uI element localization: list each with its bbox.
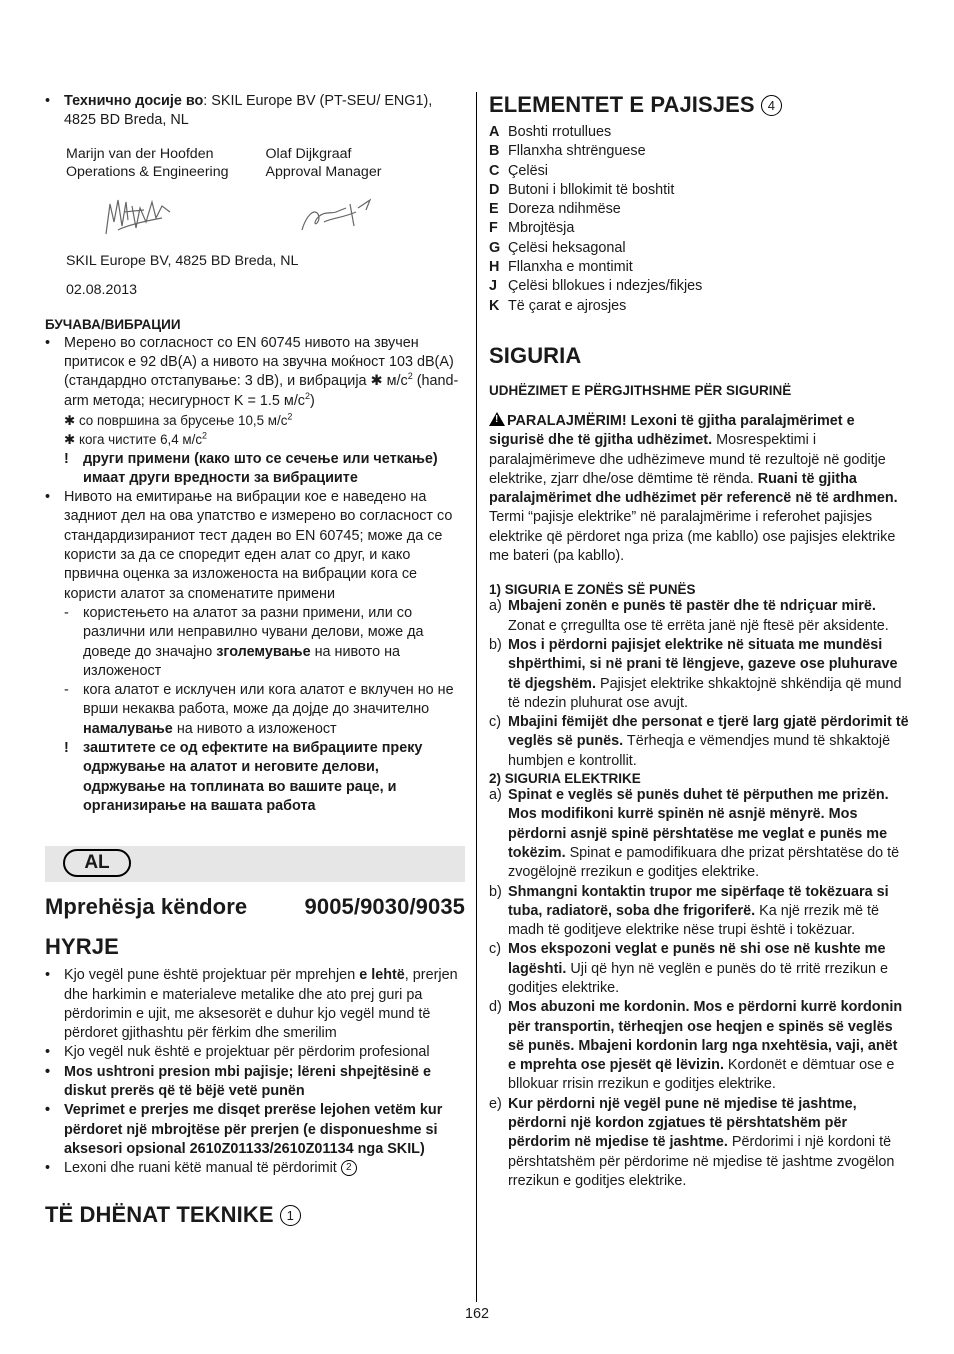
- element-item: [489, 162, 909, 181]
- element-item: [489, 200, 909, 219]
- instruction-bold: Kur përdorni një vegël pune në mjedise të jashtme, përdorni një kordon zgjatues të përshtatshëm për përdorim në mjedise të jashtme.: [508, 1095, 857, 1151]
- element-key: D: [489, 181, 500, 198]
- element-label: Fllanxha shtrënguese: [508, 143, 646, 160]
- instruction-bold: Mos ekspozoni veglat e punës në shi ose në kushte me lagështi.: [508, 941, 886, 977]
- left-column: [45, 92, 465, 1228]
- noise-note-text: заштитете се од ефектите на вибрациите преку одржување на алатот и неговите делови, одржување на топлината во вашите раце, и организирање на вашата работа: [83, 740, 423, 814]
- electrical-item: [489, 940, 909, 998]
- element-key: F: [489, 220, 498, 237]
- signatories: [45, 145, 465, 183]
- intro-text: Veprimet e prerjes me disqet prerëse lejohen vetëm kur përdoret një mbrojtëse për prerjen (e disponueshme si aksesori opsional 2610Z01133/2610Z01134 nga SKIL): [64, 1102, 443, 1157]
- instruction-bold: Shmangni kontaktin trupor me sipërfaqe të tokëzuara si tuba, radiatorë, soba dhe frigoriferë.: [508, 883, 889, 919]
- figure-ref: 4: [761, 95, 782, 116]
- dash: -: [64, 604, 69, 621]
- safety-heading: SIGURIA: [489, 342, 582, 368]
- electrical-list: [489, 786, 909, 1191]
- signatory-2-name: Olaf Dijkgraaf: [265, 145, 352, 162]
- signature-images: [66, 182, 486, 252]
- figure-ref: 2: [341, 1160, 357, 1176]
- work-area-list: [489, 597, 909, 771]
- intro-item-2: [45, 1043, 465, 1062]
- instruction-text: Spinat e pamodifikuara dhe prizat përshtatëse do të zvogëlojnë rrezikun e goditjes elektrike.: [508, 844, 900, 881]
- noise-text: (hand-arm метода; несигурност K = 1.5 м/с: [64, 373, 459, 409]
- element-label: Çelësi: [508, 162, 548, 179]
- right-column: [489, 92, 909, 1191]
- instruction-bold: Mbajeni zonën e punës të pastër dhe të ndriçuar mirë.: [508, 598, 876, 615]
- electrical-item: [489, 1095, 909, 1191]
- general-warning: [489, 412, 909, 566]
- instruction-text: Përdorimi i një kordoni të përshtatshëm për përdorime në mjedise të jashtme zvogëlon rrezikun e goditjes elektrike.: [508, 1134, 895, 1189]
- list-marker: e): [489, 1095, 502, 1112]
- noise-text: Нивото на емитирање на вибрации кое е наведено на задниот дел на ова упатство е измерено во согласност со стандардизираниот тест даден во EN 60745; може да се користи за да се споредит еден алат со друг, и како првична оценка за изложеноста на вибрации кога се користи алатот за споменатите примени: [64, 489, 453, 602]
- noise-sub-2: [45, 681, 465, 739]
- element-key: A: [489, 124, 500, 140]
- element-label: Çelësi heksagonal: [508, 239, 626, 256]
- noise-text: користењето на алатот за разни примени, или со различни или неправилно чувани делови, може да доведе до значајно: [83, 604, 424, 660]
- element-key: J: [489, 278, 498, 295]
- product-title-row: [45, 894, 465, 920]
- superscript: 2: [287, 411, 293, 422]
- tech-heading-row: [45, 1202, 465, 1228]
- dossier-label: Технично досије во: [64, 93, 204, 109]
- bullet: •: [45, 334, 51, 351]
- bullet: •: [45, 93, 51, 109]
- electrical-heading: 2) SIGURIA ELEKTRIKE: [489, 771, 641, 787]
- intro-text: Kjo vegël nuk është e projektuar për përdorim profesional: [64, 1044, 430, 1061]
- element-item: [489, 181, 909, 200]
- column-divider: [476, 92, 477, 1302]
- list-marker: c): [489, 941, 501, 958]
- exclamation-mark: !: [64, 740, 69, 757]
- noise-emphasis: зголемување: [216, 643, 311, 660]
- bullet: •: [45, 489, 51, 506]
- instruction-bold: Mos i përdorni pajisjet elektrike në situata me mundësi shpërthimi, si në prani të lëngjeve, gazeve ose pluhurave të djegshëm.: [508, 636, 898, 692]
- noise-note-1: [45, 450, 465, 489]
- figure-ref: 1: [280, 1205, 301, 1226]
- instruction-bold: Mbajini fëmijët dhe personat e tjerë larg gjatë përdorimit të veglës së punës.: [508, 714, 909, 750]
- language-band: [45, 846, 465, 882]
- work-area-heading: 1) SIGURIA E ZONËS SË PUNËS: [489, 582, 696, 598]
- noise-text: ): [310, 392, 315, 409]
- product-title: Mprehësja këndore: [45, 894, 248, 920]
- work-area-item: [489, 597, 909, 636]
- list-marker: c): [489, 714, 501, 731]
- element-item: [489, 142, 909, 161]
- element-key: E: [489, 201, 499, 218]
- intro-item-1: [45, 966, 465, 1043]
- intro-item-3: [45, 1063, 465, 1102]
- noise-sub-1: [45, 604, 465, 681]
- electrical-item: [489, 883, 909, 941]
- list-marker: a): [489, 787, 502, 804]
- noise-note-2: [45, 739, 465, 816]
- bullet: •: [45, 1102, 51, 1119]
- intro-emphasis: e lehtë: [359, 967, 405, 984]
- warning-triangle-icon: [489, 412, 505, 426]
- superscript: 2: [202, 430, 208, 441]
- work-area-item: [489, 636, 909, 713]
- element-label: Boshti rrotullues: [508, 124, 612, 140]
- instruction-text: Kordonët e dëmtuar ose e bllokuar rrisin rrezikun e goditjes elektrike.: [508, 1057, 895, 1093]
- instruction-text: Tërheqja e vëmendjes mund të shkaktojë humbjen e kontrollit.: [508, 733, 891, 769]
- exclamation-mark: !: [64, 450, 69, 467]
- element-item: [489, 239, 909, 258]
- instruction-text: Pajisjet elektrike shkaktojnë shkëndija që mund të ndezin pluhurat ose avujt.: [508, 675, 902, 711]
- element-label: Të çarat e ajrosjes: [508, 297, 627, 314]
- signatory-2-title: Approval Manager: [265, 164, 382, 181]
- elements-list: [489, 123, 909, 316]
- element-key: H: [489, 259, 500, 276]
- tech-heading: TË DHËNAT TEKNIKE: [45, 1202, 280, 1228]
- warning-text: Termi “pajisje elektrike” në paralajmërime i referohet pajisjes elektrike që përdoret nga priza (me kabllo) ose pajisjes elektrike me bateri (pa kabllo).: [489, 509, 896, 565]
- instruction-bold: Spinat e veglës së punës duhet të përputhen me prizën. Mos modifikoni kurrë spinën në asnjë mënyrë. Mos përdorni asnjë spinë përshtatëse me veglat e punës me tokëzim.: [508, 787, 889, 861]
- noise-text: на нивото на изложеност: [83, 643, 401, 679]
- instruction-text: Uji që hyn në veglën e punës do të rritë rrezikun e goditjes elektrike.: [508, 960, 888, 996]
- element-key: K: [489, 297, 500, 314]
- intro-heading: HYRJE: [45, 934, 119, 960]
- element-item: [489, 258, 909, 277]
- element-key: C: [489, 162, 500, 179]
- electrical-item: [489, 998, 909, 1094]
- intro-item-5: [45, 1159, 465, 1178]
- element-label: Çelësi bllokues i ndezjes/fikjes: [508, 278, 703, 295]
- bullet: •: [45, 967, 51, 984]
- noise-note-text: други примени (како што се сечење или четкање) имаат други вредности за вибрациите: [83, 450, 438, 486]
- noise-item-1: [45, 334, 465, 450]
- instruction-bold: Mos abuzoni me kordonin. Mos e përdorni kurrë kordonin për transportin, tërheqjen ose heqjen e spinës së veglës së punës. Mbajeni kordonin larg nga nxehtësia, vaji, anët e mprehta ose pjesët që lëvizin.: [508, 999, 903, 1074]
- noise-text: Мерено во согласност со EN 60745 нивото на звучен притисок е 92 dB(A) а нивото на звучна моќност 103 dB(A) (стандардно отстапување: 3 dB), и вибрација ✱ м/с: [64, 334, 454, 390]
- vibration-cleaning: ✱ кога чистите 6,4 м/с: [64, 432, 203, 448]
- noise-text: на нивото а изложеност: [172, 720, 337, 737]
- list-marker: a): [489, 598, 502, 615]
- bullet: •: [45, 1063, 51, 1080]
- element-label: Butoni i bllokimit të boshtit: [508, 181, 675, 198]
- company-address: SKIL Europe BV, 4825 BD Breda, NL: [66, 253, 299, 270]
- element-label: Doreza ndihmëse: [508, 201, 621, 218]
- electrical-item: [489, 786, 909, 882]
- element-item: [489, 277, 909, 296]
- element-item: [489, 123, 909, 142]
- page-number: 162: [464, 1306, 489, 1322]
- list-marker: b): [489, 636, 502, 653]
- dossier-item: [45, 92, 465, 131]
- instruction-text: Zonat e çrregullta ose të errëta janë një ftesë për aksidente.: [508, 617, 889, 634]
- element-item: [489, 219, 909, 238]
- language-badge: AL: [63, 849, 131, 877]
- element-key: G: [489, 239, 501, 256]
- element-item: [489, 297, 909, 316]
- bullet: •: [45, 1160, 51, 1177]
- element-label: Mbrojtësja: [508, 220, 575, 237]
- warning-text: Ruani të gjitha paralajmërimet dhe udhëzimet për referencë në të ardhmen.: [489, 470, 898, 507]
- intro-text: Lexoni dhe ruani këtë manual të përdorimit: [64, 1160, 341, 1177]
- vibration-grinding: ✱ со површина за брусење 10,5 м/с: [64, 412, 288, 428]
- intro-text: Mos ushtroni presion mbi pajisje; lëreni shpejtësinë e diskut prerës që të bëjë vetë punën: [64, 1063, 432, 1099]
- general-safety-heading: UDHËZIMET E PËRGJITHSHME PËR SIGURINË: [489, 382, 792, 398]
- warning-text: PARALAJMËRIM! Lexoni të gjitha paralajmërimet e sigurisë dhe të gjitha udhëzimet.: [489, 412, 855, 449]
- elements-heading: ELEMENTET E PAJISJES: [489, 92, 761, 117]
- noise-text: кога алатот е исклучен или кога алатот е вклучен но не врши некаква работа, може да дојде до значително: [83, 682, 454, 718]
- dash: -: [64, 682, 69, 699]
- product-models: 9005/9030/9035: [304, 894, 465, 920]
- date: 02.08.2013: [66, 281, 138, 298]
- work-area-item: [489, 713, 909, 771]
- signatures: [45, 182, 465, 252]
- elements-heading-row: [489, 92, 909, 118]
- list-marker: d): [489, 999, 502, 1016]
- list-marker: b): [489, 883, 502, 900]
- instruction-text: Ka një rrezik më të madh të goditjeve elektrike nëse trupi është i tokëzuar.: [508, 902, 880, 939]
- element-label: Fllanxha e montimit: [508, 259, 633, 276]
- signatory-1-title: Operations & Engineering: [66, 164, 229, 181]
- superscript: 2: [305, 390, 311, 401]
- intro-item-4: [45, 1101, 465, 1159]
- dossier-text: : SKIL Europe BV (PT-SEU/ ENG1), 4825 BD Breda, NL: [64, 93, 433, 129]
- element-key: B: [489, 143, 500, 160]
- noise-emphasis: намалување: [83, 720, 173, 737]
- intro-text: Kjo vegël pune është projektuar për mprehjen: [64, 967, 360, 984]
- intro-text: , prerjen dhe harkimin e materialeve metalike dhe ato prej guri pa përdorimin e ujit, me aksesorët e duhur kjo vegël mund të përdoret gjithashtu për fërkim dhe smerilim: [64, 967, 458, 1042]
- bullet: •: [45, 1044, 51, 1061]
- signatory-1-name: Marijn van der Hoofden: [66, 145, 214, 162]
- noise-item-2: [45, 488, 465, 604]
- noise-heading: БУЧАВА/ВИБРАЦИИ: [45, 316, 181, 332]
- warning-text: Mosrespektimi i paralajmërimeve dhe udhëzimeve mund të rezultojë në goditje elektrike, zjarr dhe/ose dëmtime të rënda.: [489, 432, 886, 487]
- superscript: 2: [407, 371, 413, 382]
